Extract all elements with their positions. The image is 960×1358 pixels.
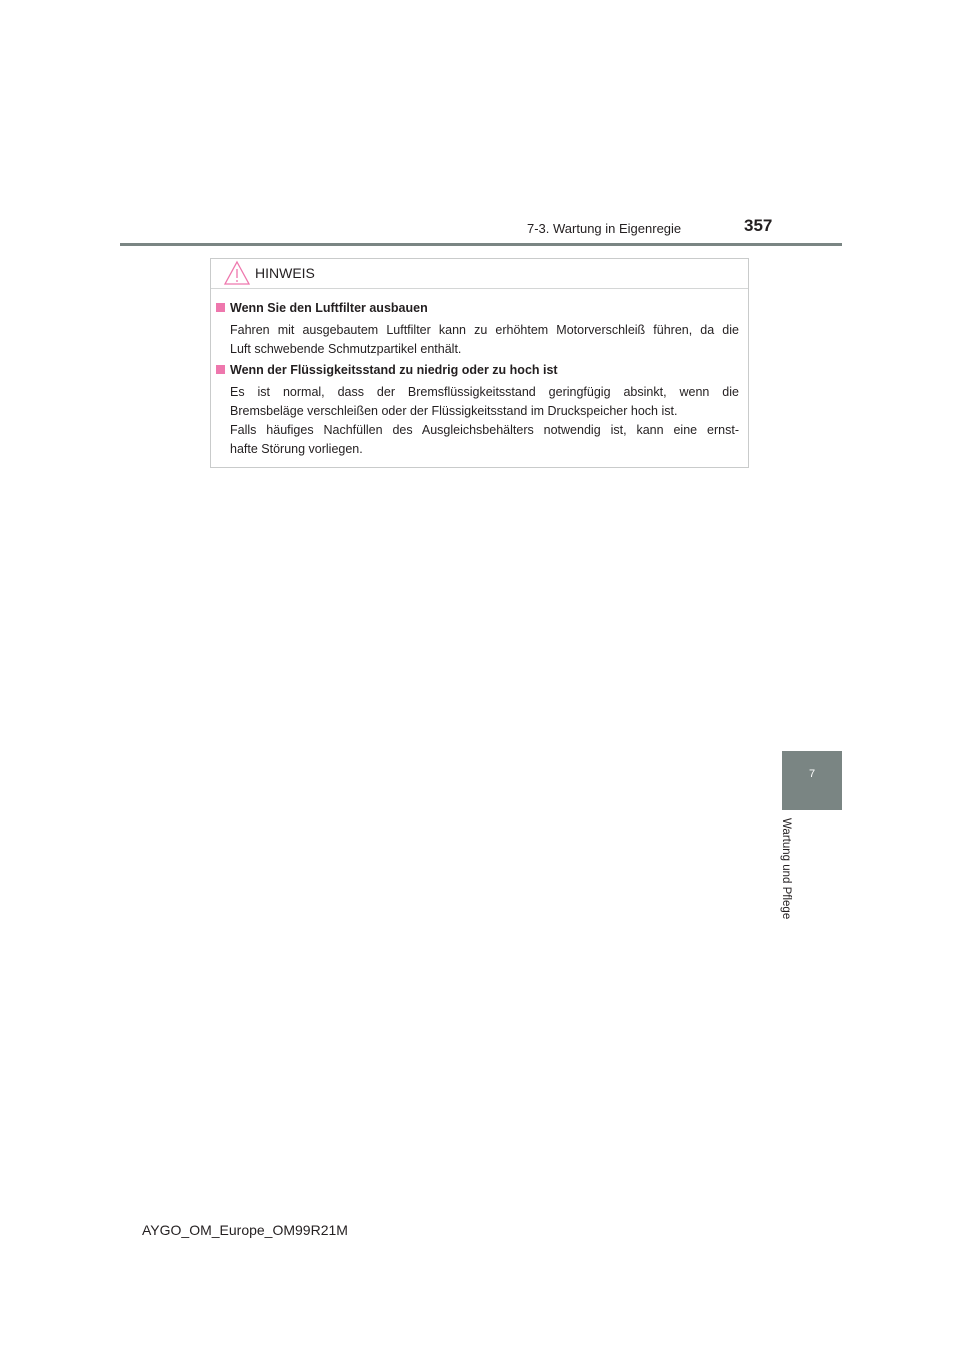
chapter-label: Wartung und Pflege [780,818,792,920]
footer-doc-id: AYGO_OM_Europe_OM99R21M [142,1222,348,1238]
square-bullet-icon [216,303,225,312]
page-number: 357 [744,216,773,235]
header-section-title: 7-3. Wartung in Eigenregie [527,221,682,236]
notice-title: HINWEIS [255,265,315,281]
notice-header [211,259,748,289]
header-rule [120,243,842,246]
chapter-number: 7 [808,768,816,780]
notice-item-heading: Wenn Sie den Luftfilter ausbauen [216,301,428,315]
notice-item-text: Fahren mit ausgebautem Luftfilter kann zu erhöhtem Motorverschleiß führen, da die Luft schwebende Schmutzpartikel enthält. [230,323,739,356]
notice-item-text: Es ist normal, dass der Bremsflüssigkeitsstand geringfügig absinkt, wenn die Bremsbeläge verschleißen oder der Flüssigkeitsstand im Druckspeicher hoch ist. Falls häufiges Nachfüllen des Ausgleichsbehälters notwendig ist, kann eine ernst- hafte Störung vorliegen. [230,385,739,456]
notice-box [210,258,749,468]
warning-triangle-icon [223,260,251,291]
chapter-tab [782,751,842,810]
square-bullet-icon [216,365,225,374]
notice-item-heading: Wenn der Flüssigkeitsstand zu niedrig oder zu hoch ist [216,363,558,377]
